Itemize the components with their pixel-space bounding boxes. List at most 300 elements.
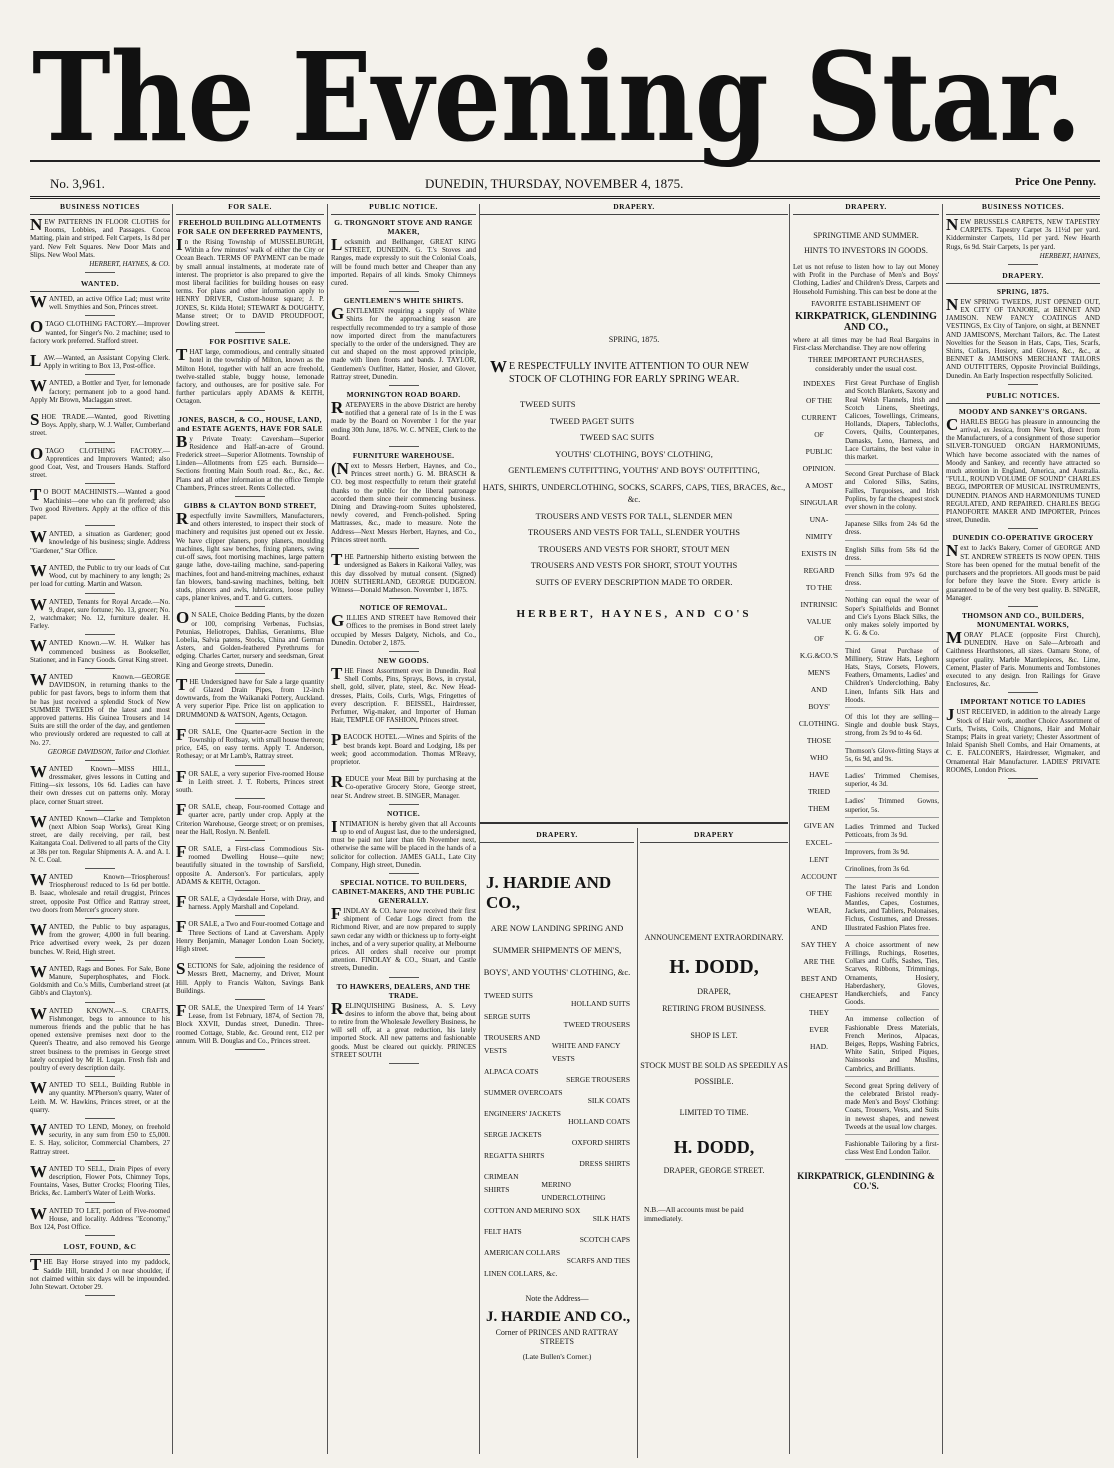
advertisement-text: WANTED TO SELL, Building Rubble in any quantity. M'Pherson's quarry, Water of Leith. M. W. Hawkins, Princes street, or at the quarry. xyxy=(30,1078,170,1114)
advertisement-text: RATEPAYERS in the above District are hereby notified that a general rate of 1s in the £ was made by the Board on November 1 for the year ending 30th June, 1876. W. C. M'NEE, Clerk to the Board. xyxy=(331,398,476,442)
kg-side-word: THEM xyxy=(808,804,830,814)
advertisement-text: INTIMATION is hereby given that all Accounts up to end of August last, due to the undersigned, must be paid not later than 6th November next, otherwise the same will be placed in the hands of a solicitor for collection. JAMES GALL, Late City Company, High street, Dunedin. xyxy=(331,816,476,869)
kg-side-word: OF THE xyxy=(806,396,832,406)
separator-rule xyxy=(235,957,265,958)
garment-left: COTTON AND MERINO SOX xyxy=(484,1206,581,1215)
section-header: DRAPERY. xyxy=(946,269,1100,284)
dodd-street: DRAPER, GEORGE STREET. xyxy=(663,1166,765,1175)
kg-side-word: UNA- xyxy=(809,515,829,525)
hardie-firm-2: J. HARDIE AND CO., xyxy=(486,1309,631,1325)
kg-item: Of this lot they are selling—Single and double busk Stays, strong, from 2s 9d to 4s 6d. xyxy=(845,713,939,742)
separator-rule xyxy=(1008,384,1038,385)
kg-favorite: FAVORITE ESTABLISHMENT OF xyxy=(811,298,921,308)
advertisement-text: FOR SALE, a Two and Four-roomed Cottage and Three Sections of Land at Caversham. Apply Henry Benjamin, Manager London Loan Society, High street. xyxy=(176,917,324,954)
advertisement xyxy=(30,594,170,631)
advertisement-text: FOR SALE, the Unexpired Term of 14 Years' Lease, from 1st February, 1874, of Section 78, Block XXVII, Dundas street, Dunedin. Three-roomed Cottage, Stable, &c. Ground rent, £12 per annum. Will B. Douglas and Co., Princes street. xyxy=(176,1001,324,1045)
section-header: BUSINESS NOTICES. xyxy=(946,200,1100,215)
separator-rule xyxy=(235,1049,265,1050)
drapery-line: TWEED PAGET SUITS xyxy=(550,415,635,426)
advertisement-title: FURNITURE WAREHOUSE. xyxy=(352,451,455,461)
separator-rule xyxy=(389,548,419,549)
kg-side-word: CHEAPEST xyxy=(800,991,838,1001)
column-public-notice xyxy=(331,200,476,1460)
garment-row xyxy=(484,1246,630,1267)
advertisement xyxy=(30,410,170,438)
kg-side-word: THEY xyxy=(809,1008,829,1018)
separator-rule xyxy=(235,723,265,724)
advertisement xyxy=(176,337,324,405)
kg-side-word: ARE THE xyxy=(803,957,835,967)
garment-left: AMERICAN COLLARS xyxy=(484,1248,561,1257)
separator-rule xyxy=(235,606,265,607)
garment-left: CRIMEAN SHIRTS xyxy=(484,1172,519,1194)
kg-side-word: K.G.&CO.'S xyxy=(799,651,839,661)
advertisement xyxy=(30,761,170,806)
dateline xyxy=(30,170,1100,199)
advertisement-text: CHARLES BEGG has pleasure in announcing the arrival, ex Jessica, from New York, direct from the Manufacturers, of a consignment of those superior SILVER-TONGUED ORGAN HARMONIUMS, Which have become associated with the names of Moody and Sankey, and recently have attracted so much attention in England, America, and Australia. "FULL, ROUND VOLUME OF SOUND" CHARLES BEGG, IMPORTER OF MUSICAL INSTRUMENTS, DUNEDIN. PIANOS AND HARMONIUMS TUNED REGULATED, AND REPAIRED. CHARLES BEGG PIANOFORTE MAKER AND IMPORTER, Princes street, Dunedin. xyxy=(946,414,1100,525)
advertisement-text: WANTED Known.—W. H. Walker has commenced business as Bookseller, Stationer, and in Fancy Goods. Great King street. xyxy=(30,636,170,664)
hardie-address: Corner of PRINCES AND RATTRAY STREETS xyxy=(495,1328,619,1346)
separator-rule xyxy=(389,770,419,771)
advertisement-text: WANTED KNOWN.—S. CRAFTS, Fishmonger, begs to announce to his numerous friends and the public that he has opened extensive premises next door to the Queen's Theatre, and also removed his George street business to the premises in George street lately occupied by Mr H. Logan. Fresh fish and poultry of every description daily. xyxy=(30,1003,170,1073)
advertisement xyxy=(176,892,324,912)
advertisement-title: SPECIAL NOTICE. TO BUILDERS, CABINET-MAKERS, AND THE PUBLIC GENERALLY. xyxy=(331,877,476,905)
advertisement-text: THE Bay Horse strayed into my paddock, Saddle Hill, branded J on near shoulder, if not claimed within six days will be impounded. John Stewart. October 29. xyxy=(30,1255,170,1291)
kg-side-word: AND xyxy=(810,685,828,695)
spring-heading: SPRING, 1875. xyxy=(608,335,660,344)
kg-side-word: EXCEL- xyxy=(805,838,833,848)
advertisement xyxy=(176,501,324,602)
garment-row xyxy=(484,1204,630,1225)
kg-side-word: PUBLIC xyxy=(805,447,833,457)
column-kirkpatrick-glendining xyxy=(793,200,939,1460)
advertisement-title: SPRING, 1875. xyxy=(996,286,1050,296)
advertisement-text: (Next to Messrs Herbert, Haynes, and Co., Princes street north.) G. M. BRASCH & CO. beg most respectfully to return their grateful thanks to the public for the liberal patronage accorded them since their commencing business. Dining and Drawing-room Suites upholstered, newly covered, and French-polished. Spring Mattrasses, &c., made to measure. Note the Address—Next Messrs Herbert, Haynes, and Co., Princes street north. xyxy=(331,459,476,544)
kg-item: Improvers, from 3s 9d. xyxy=(845,848,939,860)
separator-rule xyxy=(235,332,265,333)
separator-rule xyxy=(85,1002,115,1003)
kg-item: Ladies Trimmed and Tucked Petticoats, from 3s 9d. xyxy=(845,823,939,843)
advertisement xyxy=(30,636,170,664)
kg-item: The latest Paris and London Fashions received monthly in Mantles, Capes, Costumes, Jackets, and Tabliers, Polonaises, Fichus, Costumes, and Dresses. Illustrated Fashion Plates free. xyxy=(845,883,939,936)
advertisement-text: WANTED Known.—GEORGE DAVIDSON, in returning thanks to the public for past favors, begs to inform them that he has just received a splendid Stock of New SUMMER TWEEDS of the latest and most approved patterns. His Guinea Trousers and 14 Suits are still the order of the day, and gentlemen who previously ordered are requested to call at No. 27. xyxy=(30,669,170,747)
advertisement-text: Locksmith and Bellhanger, GREAT KING STREET, DUNEDIN. G. T.'s Stoves and Ranges, made expressly to suit the Colonial Coals, will be found much better and Cheaper than any imported. Repairs of all kinds. Smoky Chimneys cured. xyxy=(331,235,476,288)
garment-left: SUMMER OVERCOATS xyxy=(484,1088,563,1097)
garment-left: SERGE SUITS xyxy=(484,1012,531,1021)
separator-rule xyxy=(85,918,115,919)
drapery-header: DRAPERY. xyxy=(480,828,634,843)
advertisement-title: FOR POSITIVE SALE. xyxy=(209,337,291,347)
separator-rule xyxy=(85,315,115,316)
place-and-date: DUNEDIN, THURSDAY, NOVEMBER 4, 1875. xyxy=(425,176,684,191)
kg-firm: KIRKPATRICK, GLENDINING AND CO., xyxy=(795,310,937,333)
advertisement xyxy=(30,1120,170,1156)
drapery-line: HATS, SHIRTS, UNDERCLOTHING, SOCKS, SCARFS, CAPS, TIES, BRACES, &c., &c. xyxy=(482,481,786,504)
price: Price One Penny. xyxy=(1015,176,1096,188)
advertisement-text: OTAGO CLOTHING FACTORY.—Improver wanted, for Singer's No. 2 machine; used to factory work preferred. Stafford street. xyxy=(30,317,170,345)
kg-side-word: A MOST xyxy=(805,481,833,491)
kg-item: A choice assortment of new Frillings, Ruchings, Rosettes, Collars and Cuffs, Sashes, Ties, Scarves, Ribbons, Trimmings, Ornaments, Hosiery, Haberdashery, Gloves, Handkerchiefs, and Fancy Goods. xyxy=(845,941,939,1011)
section-header: LOST, FOUND, &C xyxy=(30,1240,170,1255)
advertisement-text: THE Undersigned have for Sale a large quantity of Glazed Drain Pipes, from 12-inch downwards, from the Waikanaki Pottery, Auckland. A very superior Pipe. Price list on application to DRUMMOND & WATSON, Agents, Octagon. xyxy=(176,674,324,719)
kg-side-word: WEAR, xyxy=(807,906,831,916)
separator-rule xyxy=(235,410,265,411)
drapery-line: TROUSERS AND VESTS FOR TALL, SLENDER MEN xyxy=(535,510,733,521)
separator-rule xyxy=(235,673,265,674)
advertisement-text: Respectfully invite Sawmillers, Manufacturers, and others interested, to inspect their stock of machinery and requisites just opened out ex Jessie. We have clipper planers, pony planers, moulding machines, light saw benches, fixing planers, swing cut-off saws, foot mortising machines, large pattern gauge lathe, dove-tailing machine, sand-papering machines, foot and hand-mitreing machines, exhaust fan blowers, band-sawing machines, belting, belt studs, pincers and awls, lubricators, loose pulley caps, planer knives, and T. and G. cutters. xyxy=(176,509,324,603)
advertisement xyxy=(331,218,476,287)
advertisement xyxy=(176,1001,324,1045)
drapery-firm: HERBERT, HAYNES, AND CO'S xyxy=(516,608,752,620)
separator-rule xyxy=(85,442,115,443)
advertisement-title: NOTICE. xyxy=(386,808,421,818)
garment-right: TWEED TROUSERS xyxy=(563,1020,630,1029)
advertisement xyxy=(30,1078,170,1114)
separator-rule xyxy=(85,483,115,484)
kg-item: French Silks from 97s 6d the dress. xyxy=(845,571,939,591)
separator-rule xyxy=(389,728,419,729)
masthead-title: The Evening Star. xyxy=(32,25,1082,169)
separator-rule xyxy=(85,1118,115,1119)
garment-right: HOLLAND COATS xyxy=(568,1117,630,1126)
advertisement xyxy=(30,1255,170,1291)
column-rule xyxy=(637,828,638,1458)
advertisement-title: MOODY AND SANKEY'S ORGANS. xyxy=(958,406,1088,416)
advertisement xyxy=(30,869,170,914)
separator-rule xyxy=(235,496,265,497)
separator-rule xyxy=(85,1235,115,1236)
kg-intro-title: SPRINGTIME AND SUMMER. xyxy=(813,231,919,240)
separator-rule xyxy=(389,446,419,447)
garment-left: TROUSERS AND VESTS xyxy=(484,1033,541,1055)
separator-rule xyxy=(389,651,419,652)
advertisement xyxy=(331,451,476,544)
garment-right: SERGE TROUSERS xyxy=(566,1075,630,1084)
kg-side-word: BEST AND xyxy=(801,974,837,984)
advertisement-text: FOR SALE, a First-class Commodious Six-roomed Dwelling House—quite new; beautifully situated in the township of Sarsfield, opposite A. Anderson's. For particulars, apply ADAMS & KEITH, Octagon. xyxy=(176,841,324,886)
advertisement-text: WANTED, an active Office Lad; must write well. Smythies and Son, Princes street. xyxy=(30,292,170,312)
advertisement xyxy=(30,1003,170,1073)
garment-left: ENGINEERS' JACKETS xyxy=(484,1109,561,1118)
advertisement-text: WANTED, Tenants for Royal Arcade.—No. 9, draper, sure fortune; No. 13, grocer; No. 2, watchmaker; No. 12, furniture dealer. H. Farley. xyxy=(30,594,170,631)
advertisement xyxy=(331,809,476,869)
advertisement xyxy=(30,376,170,404)
advertisement xyxy=(30,1161,170,1198)
advertisement xyxy=(30,527,170,555)
separator-rule xyxy=(389,291,419,292)
garment-row xyxy=(484,1031,630,1065)
kg-footer-firm: KIRKPATRICK, GLENDINING & CO.'S. xyxy=(797,1171,935,1192)
advertisement-text: FOR SALE, a very superior Five-roomed House in Leith street. J. T. Roberts, Princes street south. xyxy=(176,766,324,794)
advertisement xyxy=(946,611,1100,688)
section-header: FOR SALE. xyxy=(176,200,324,215)
drapery-dodd xyxy=(640,828,788,1468)
hardie-firm: J. HARDIE AND CO., xyxy=(486,873,612,912)
advertisement xyxy=(176,724,324,761)
kg-item: Crinolines, from 3s 6d. xyxy=(845,865,939,877)
advertisement-text: FOR SALE, cheap, Four-roomed Cottage and quarter acre, partly under crop. Apply at the Criterion Warehouse, George street; or on premises, near the Hall, Roslyn. N. Benfell. xyxy=(176,800,324,836)
advertisement-title: DUNEDIN CO-OPERATIVE GROCERY xyxy=(952,533,1094,543)
advertisement-text: WANTED, a situation as Gardener; good knowledge of his business; single. Address "Gardener," Star Office. xyxy=(30,527,170,555)
kg-side-word: INDEXES xyxy=(802,379,836,389)
advertisement xyxy=(331,550,476,594)
kg-side-word: VALUE xyxy=(806,617,832,627)
dodd-firm: H. DODD, xyxy=(669,956,759,978)
advertisement-title: IMPORTANT NOTICE TO LADIES xyxy=(960,697,1086,707)
separator-rule xyxy=(235,890,265,891)
section-header: BUSINESS NOTICES xyxy=(30,200,170,215)
garment-row xyxy=(484,1170,630,1204)
masthead xyxy=(0,0,1114,170)
separator-rule xyxy=(389,873,419,874)
garment-right: DRESS SHIRTS xyxy=(579,1159,630,1168)
drapery-hardie xyxy=(480,828,634,1468)
drapery-header: DRAPERY. xyxy=(480,200,788,215)
kg-left-words xyxy=(793,379,845,1165)
advertisement-text: GILLIES AND STREET have Removed their Offices to the premises in Bond street lately occupied by Messrs Dalgety, Nichols, and Co., Dunedin. October 2, 1875. xyxy=(331,611,476,647)
kg-firm-text: where at all times may be had Real Bargains in First-class Merchandise. They are now offering xyxy=(793,335,939,353)
kg-side-word: OF xyxy=(814,430,824,440)
column-rule xyxy=(789,204,790,1454)
kg-side-word: LENT xyxy=(809,855,829,865)
separator-rule xyxy=(389,598,419,599)
drapery-lines xyxy=(480,398,788,588)
kg-side-word: GIVE AN xyxy=(803,821,835,831)
advertisement xyxy=(30,292,170,312)
advertisement-text: REDUCE your Meat Bill by purchasing at the Co-operative Grocery Store, George street, near St. Andrew street. B. SINGER, Manager. xyxy=(331,772,476,800)
separator-rule xyxy=(85,1076,115,1077)
hardie-note: Note the Address— xyxy=(525,1294,589,1303)
kg-side-word: CURRENT xyxy=(801,413,837,423)
garment-right: SCARFS AND TIES xyxy=(566,1256,630,1265)
advertisement-signature: HERBERT, HAYNES, xyxy=(1039,251,1100,260)
advertisement-text: NEW PATTERNS IN FLOOR CLOTHS for Rooms, Lobbies, and Passages. Cocoa Matting, plain and striped. Felt Carpets, 1s 8d per yard. New Felt Squares. New Door Mats and Slips. New Wool Mats. xyxy=(30,215,170,259)
separator-rule xyxy=(85,810,115,811)
dodd-firm-2: H. DODD, xyxy=(673,1137,755,1157)
section-header: WANTED. xyxy=(30,277,170,292)
garment-right: OXFORD SHIRTS xyxy=(571,1138,630,1147)
column-rule xyxy=(942,204,943,1454)
garment-row xyxy=(484,1065,630,1086)
drapery-header: DRAPERY xyxy=(640,828,788,843)
advertisement xyxy=(30,560,170,589)
advertisement xyxy=(30,811,170,864)
section-header: PUBLIC NOTICE. xyxy=(331,200,476,215)
column-rule xyxy=(327,204,328,1454)
advertisement-text: WANTED Known—Triospherous! Triospherous! reduced to 1s 6d per bottle. B. Isaac, wholesale and retail druggist, Princes street, opposite Post Office and Rattray street, two doors from Mercer's grocery store. xyxy=(30,869,170,914)
advertisement xyxy=(176,415,324,492)
kg-item: Nothing can equal the wear of Soper's Spitalfields and Bonnet and Cie's Lyons Black Silks, the only makes solely imported by K. G. & Co. xyxy=(845,596,939,641)
garment-left: ALPACA COATS xyxy=(484,1067,539,1076)
advertisement xyxy=(30,317,170,345)
kg-item: Ladies' Trimmed Chemises, superior, 4s 3d. xyxy=(845,772,939,792)
advertisement-title: NEW GOODS. xyxy=(378,655,429,665)
garment-right: SILK COATS xyxy=(587,1096,630,1105)
advertisement-title: GIBBS & CLAYTON BOND STREET, xyxy=(183,501,317,511)
garment-right: WHITE AND FANCY VESTS xyxy=(551,1041,621,1063)
kg-side-word: OF THE xyxy=(806,889,832,899)
kg-item: Second great Spring delivery of the celebrated Bristol ready-made Men's and Boys' Clothing: Coats, Trousers, Vests, and Suits in newest shapes, and newest Tweeds at the usual low charges. xyxy=(845,1082,939,1135)
advertisement-text: MORAY PLACE (opposite First Church), DUNEDIN. Have on Sale—Arbroath and Caithness Hearthstones, all sizes. Oamaru Stone, of superior quality. Marble Mantlepieces, &c. Lime, Cement, Plaster of Paris. Monuments and Tombstones executed to any design. Iron Railings for Grave Enclosures, &c. xyxy=(946,627,1100,689)
drapery-line: YOUTHS' CLOTHING, BOYS' CLOTHING, xyxy=(555,448,713,459)
dodd-trade: DRAPER, xyxy=(697,987,731,996)
advertisement-text: LAW.—Wanted, an Assistant Copying Clerk. Apply in writing to Box 13, Post-office. xyxy=(30,351,170,371)
garment-left: FELT HATS xyxy=(484,1227,522,1236)
separator-rule xyxy=(1008,264,1038,265)
separator-rule xyxy=(85,593,115,594)
drapery-intro: WE RESPECTFULLY INVITE ATTENTION TO OUR NEW STOCK OF CLOTHING FOR EARLY SPRING WEAR. xyxy=(490,357,749,385)
advertisement-text: WANTED, Rags and Bones. For Sale, Bone Manure, Superphosphates, and Flock. Goldsmith and Co.'s Mills, Cumberland street (at Gibb's and Clayton's). xyxy=(30,961,170,998)
kg-item: Japanese Silks from 24s 6d the dress. xyxy=(845,520,939,540)
issue-number: No. 3,961. xyxy=(50,176,105,191)
kg-side-word: HAD. xyxy=(809,1042,829,1052)
separator-rule xyxy=(85,1202,115,1203)
advertisement-text: SHOE TRADE.—Wanted, good Rivetting Boys. Apply, sharp, W. J. Waller, Cumberland street. xyxy=(30,410,170,438)
separator-rule xyxy=(389,977,419,978)
separator-rule xyxy=(1008,528,1038,529)
advertisement-text: By Private Treaty: Caversham—Superior Residence and Half-an-acre of Ground. Frederick street—Superior Allotments. Township of Linden—Allotments from £25 each. Burnside—Sections fronting Main South road. &c., &c., &c. Plans and all other information at the office Temple Chambers, Princes street. Rents Collected. xyxy=(176,431,324,492)
separator-rule xyxy=(1008,778,1038,779)
advertisement xyxy=(946,533,1100,601)
garment-left: LINEN COLLARS, &c. xyxy=(484,1269,558,1278)
advertisement xyxy=(946,287,1100,380)
advertisement-text: WANTED Known—Clarke and Templeton (next Albion Soap Works), Great King street, are daily receiving, per rail, best Kaitangata Coal. Delivered to all parts of the City at 38s per ton. Regular Shipments A. A. and A. I. N. C. Coal. xyxy=(30,811,170,864)
kg-side-word: OPINION. xyxy=(802,464,836,474)
advertisement-title: GENTLEMEN'S WHITE SHIRTS. xyxy=(343,296,464,306)
advertisement-text: WANTED TO SELL, Drain Pipes of every description, Flower Pots, Chimney Tops, Fountains, Vases, Butter Crocks; Flooring Tiles, Bricks, &c. Lambert's Water of Leith Works. xyxy=(30,1161,170,1198)
advertisement-signature: HERBERT, HAYNES, & CO. xyxy=(89,260,170,269)
drapery-line: TROUSERS AND VESTS FOR SHORT, STOUT YOUTHS xyxy=(530,560,738,570)
advertisement-text: FOR SALE, a Clydesdale Horse, with Dray, and harness. Apply Marshall and Copeland. xyxy=(176,892,324,912)
kg-side-word: EXISTS IN xyxy=(801,549,837,559)
kg-two-column xyxy=(793,379,939,1165)
advertisement-title: G. TRONGNORT STOVE AND RANGE MAKER, xyxy=(334,218,473,236)
garment-row xyxy=(484,1107,630,1128)
kg-side-word: ACCOUNT xyxy=(800,872,838,882)
advertisement xyxy=(176,841,324,886)
garment-row xyxy=(484,1149,630,1170)
drapery-line: TWEED SUITS xyxy=(520,399,576,409)
advertisement-text: WANTED, the Public to try our loads of Cut Wood, cut by machinery to any length; 2s per load for cutting. Martin and Watson. xyxy=(30,560,170,589)
column-rule xyxy=(172,204,173,1454)
kg-side-word: AND xyxy=(810,923,828,933)
advertisement xyxy=(176,959,324,995)
kg-side-word: OF xyxy=(814,634,824,644)
kg-side-word: REGARD xyxy=(803,566,835,576)
garment-row xyxy=(484,1128,630,1149)
advertisement xyxy=(176,766,324,795)
separator-rule xyxy=(85,349,115,350)
kg-intro-text: Let us not refuse to listen how to lay out Money with Profit in the Purchase of Men's and Boys' Clothing, Ladies' and Children's Dress, Carpets and Household Furnishing. This can best be done at the xyxy=(793,263,939,296)
advertisement-text: WANTED, a Bottler and Tyer, for lemonade factory; permanent job to a good hand. Apply Mr Brown, Maclaggan street. xyxy=(30,376,170,404)
advertisement-text: THE Partnership hitherto existing between the undersigned as Bakers in Kaikorai Valley, was this day dissolved by mutual consent. (Signed) JOHN SUTHERLAND, GEORGE DUDGEON. Witness—Donald Matheson. November 1, 1875. xyxy=(331,550,476,594)
kg-side-word: HAVE xyxy=(809,770,829,780)
advertisement-text: WANTED TO LEND, Money, on freehold security, in any sum from £50 to £5,000. E. S. Hay, solicitor, Commercial Chambers, 27 Rattray street. xyxy=(30,1120,170,1156)
drapery-line: TROUSERS AND VESTS FOR TALL, SLENDER YOUTHS xyxy=(528,527,740,537)
separator-rule xyxy=(85,559,115,560)
separator-rule xyxy=(235,765,265,766)
drapery-header: DRAPERY. xyxy=(793,200,939,215)
advertisement xyxy=(946,407,1100,525)
kg-side-word: THOSE xyxy=(806,736,832,746)
advertisement-text: Next to Jack's Bakery, Corner of GEORGE AND ST. ANDREW STREETS IS NOW OPEN. THIS Store has been opened for the mutual benefit of the purchasers and the proprietors. All goods must be paid for before they leave the Store. Every article is guaranteed to be of the very best quality. B. SINGER, Manager. xyxy=(946,541,1100,602)
advertisement xyxy=(331,878,476,973)
advertisement-text: WANTED Known—MISS HILL, dressmaker, gives lessons in Cutting and Fitting—six lessons, 10s 6d. Ladies can have their own dresses cut on patterns only. Moray place, corner Stuart street. xyxy=(30,761,170,806)
advertisement-text: PEACOCK HOTEL.—Wines and Spirits of the best brands kept. Board and Lodging, 18s per week; good accommodation. Thomas M'Reavy, proprietor. xyxy=(331,730,476,766)
kg-side-word: TRIED xyxy=(807,787,831,797)
separator-rule xyxy=(235,798,265,799)
separator-rule xyxy=(85,668,115,669)
advertisement-text: NEW SPRING TWEEDS, JUST OPENED OUT, EX CITY OF TANJORE, at BENNET AND JAMISON. NEW FANCY COATINGS AND VESTINGS, Ex City of Tanjore, on sight, at BENNET AND JAMISON'S, Merchant Tailors, &c. The Latest Novelties for the Season in Hats, Caps, Ties, Scarfs, Shirts, Collars, Hosiery, and Gloves, &c., &c., at BENNET & JAMISONS MERCHANT TAILORS AND OUTFITTERS, Opposite Provincial Buildings, Dunedin. An Early Inspection respectfully Solicited. xyxy=(946,294,1100,380)
advertisement xyxy=(331,730,476,766)
garment-left: SERGE JACKETS xyxy=(484,1130,542,1139)
column-for-sale xyxy=(176,200,324,1460)
separator-rule xyxy=(389,804,419,805)
advertisement xyxy=(30,215,170,269)
advertisement-text: WANTED, the Public to buy asparagus, from the grower; 4,000 in full bearing. Price advertised every week, 2s per dozen bunches. W. Reid, High street. xyxy=(30,920,170,956)
section-rule xyxy=(480,822,788,824)
kg-intro-sub: HINTS TO INVESTORS IN GOODS. xyxy=(804,246,928,255)
kg-three: THREE IMPORTANT PURCHASES, considerably under the usual cost. xyxy=(808,355,924,374)
separator-rule xyxy=(85,408,115,409)
kg-item: Third Great Purchase of Millinery, Straw Hats, Leghorn Hats, Stays, Corsets, Flowers, Feathers, Ornaments, Ladies' and Children's Underclothing, Baby Linen, Infants Silk Hats and Hoods. xyxy=(845,647,939,708)
advertisement-title: TO HAWKERS, DEALERS, AND THE TRADE. xyxy=(336,981,471,1000)
advertisement-text: In the Rising Township of MUSSELBURGH, Within a few minutes' walk of either the City or Ocean Beach. TERMS OF PAYMENT can be made by small annual instalments, at moderate rate of interest. The proprietor is also prepared to give the most liberal facilities for building houses on easy terms. For plans and other information apply to HENRY DRIVER, Custom-house square; J. P. JONES, St. Kilda Hotel; STEWART & DOUGHTY, Manse street; Or to DAVID PROUDFOOT, Dowling street. xyxy=(176,235,324,329)
separator-rule xyxy=(85,634,115,635)
advertisement xyxy=(30,920,170,956)
advertisement xyxy=(30,961,170,998)
separator-rule xyxy=(85,374,115,375)
advertisement-text: GENTLEMEN requiring a supply of White Shirts for the approaching season are respectfully recommended to try a sample of those now imported direct from the manufacturers specially to the order of the undersigned. They are cut and shaped on the most approved principle, made with linen fronts and bands. J. TAYLOR, Gentlemen's Outfitter, Hatter, Hosier, and Glover, Rattray street, Dunedin. xyxy=(331,304,476,381)
hardie-late: (Late Bullen's Corner.) xyxy=(522,1352,592,1361)
dodd-retiring: RETIRING FROM BUSINESS. xyxy=(662,1004,766,1013)
separator-rule xyxy=(1008,606,1038,607)
kg-right-items xyxy=(845,379,939,1165)
separator-rule xyxy=(235,840,265,841)
drapery-herbert-haynes xyxy=(480,200,788,810)
advertisement xyxy=(30,443,170,480)
separator-rule xyxy=(1008,692,1038,693)
advertisement xyxy=(176,800,324,836)
kg-side-word: CLOTHING. xyxy=(798,719,840,729)
hardie-garment-list xyxy=(480,989,634,1280)
advertisement-text: NEW BRUSSELS CARPETS, NEW TAPESTRY CARPETS. Tapestry Carpet 3s 11½d per yard. Kidderminster Carpets, 11d per yard. New Hearth Rugs, 6s 9d. Stair Carpets, 1s per yard. xyxy=(946,215,1100,251)
drapery-line: TWEED SAC SUITS xyxy=(580,432,655,442)
kg-item: Ladies' Trimmed Gowns, superior, 5s. xyxy=(845,797,939,817)
garment-right: SILK HATS xyxy=(592,1214,630,1223)
separator-rule xyxy=(85,868,115,869)
column-business-notices-right xyxy=(946,200,1100,1460)
advertisement-text: WANTED TO LET, portion of Five-roomed House, and locality. Address "Economy," Box 124, Post Office. xyxy=(30,1203,170,1232)
advertisement xyxy=(946,697,1100,774)
garment-row xyxy=(484,1267,630,1280)
column-business-notices xyxy=(30,200,170,1460)
separator-rule xyxy=(85,272,115,273)
kg-side-word: WHO xyxy=(810,753,828,763)
advertisement-text: FOR SALE, One Quarter-acre Section in the Township of Rothsay, with small house thereon; price, £45, on easy terms. Apply T. Anderson, Rothesay; or at Mr Lamb's, Rattray street. xyxy=(176,724,324,761)
advertisement-text: SECTIONS for Sale, adjoining the residence of Messrs Brett, Macnerny, and Driver, Mount Hill. Apply to Francis Walton, Savings Bank Buildings. xyxy=(176,959,324,995)
separator-rule xyxy=(85,760,115,761)
separator-rule xyxy=(235,999,265,1000)
advertisement-title: FREEHOLD BUILDING ALLOTMENTS FOR SALE ON DEFERRED PAYMENTS, xyxy=(177,218,323,236)
advertisement-text: JUST RECEIVED, in addition to the already Large Stock of Hair work, another Choice Assortment of Curls, Twists, Coils, Chignons, Hair and Mohair Stamps; Plaits in great variety; Chester Assortment of Inlaid Spanish Shell Combs, and Hair Ornaments, at C. E. FALCONER'S, Hairdresser, Wigmaker, and Ornamental Hair Manufacturer. LADIES' PRIVATE ROOMS, London Prices. xyxy=(946,705,1100,774)
kg-item: Second Great Purchase of Black and Colored Silks, Satins, Failles, Turquoises, and Irish Poplins, by far the cheapest stock ever shown in the colony. xyxy=(845,470,939,515)
advertisement xyxy=(30,669,170,756)
garment-row xyxy=(484,989,630,1010)
advertisement xyxy=(176,674,324,719)
advertisement xyxy=(331,656,476,724)
dodd-nb: N.B.—All accounts must be paid immediately. xyxy=(644,1205,744,1223)
